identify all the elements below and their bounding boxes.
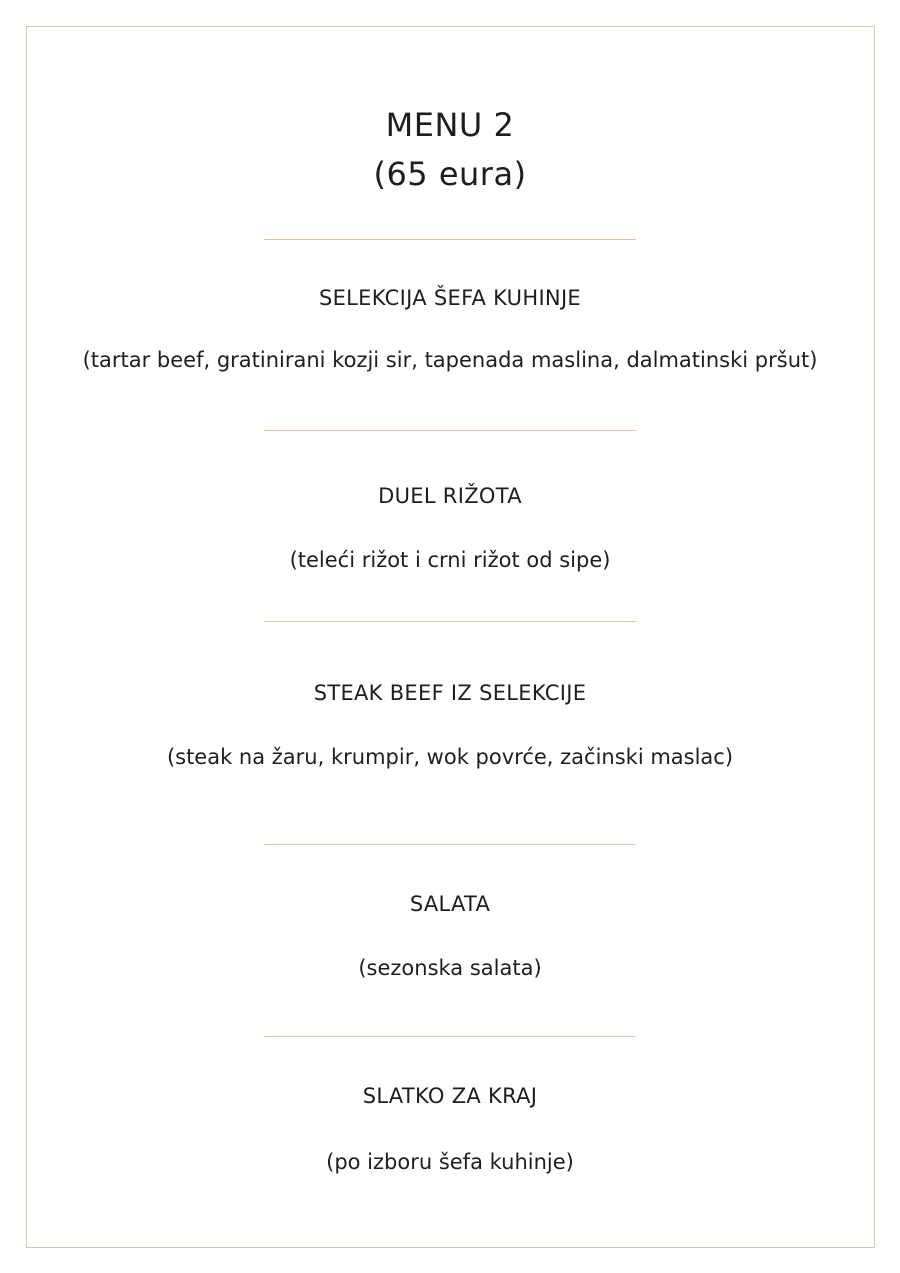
course-name-main: STEAK BEEF IZ SELEKCIJE	[313, 681, 587, 705]
menu-price: (65 eura)	[373, 155, 527, 193]
course-description-starter: (tartar beef, gratinirani kozji sir, tapenada maslina, dalmatinski pršut)	[82, 348, 818, 372]
course-name-starter: SELEKCIJA ŠEFA KUHINJE	[318, 286, 582, 310]
course-description-risotto: (teleći rižot i crni rižot od sipe)	[289, 548, 611, 572]
course-name-dessert: SLATKO ZA KRAJ	[362, 1084, 538, 1108]
section-divider	[264, 621, 636, 622]
section-divider	[264, 1036, 636, 1037]
menu-title: MENU 2	[385, 106, 515, 144]
course-description-salad: (sezonska salata)	[358, 956, 542, 980]
section-divider	[264, 844, 636, 845]
course-name-risotto: DUEL RIŽOTA	[378, 484, 522, 508]
menu-card-border	[26, 26, 875, 1248]
section-divider	[264, 430, 636, 431]
section-divider	[264, 239, 636, 240]
course-description-dessert: (po izboru šefa kuhinje)	[326, 1150, 574, 1174]
course-name-salad: SALATA	[409, 892, 491, 916]
course-description-main: (steak na žaru, krumpir, wok povrće, začinski maslac)	[166, 745, 734, 769]
